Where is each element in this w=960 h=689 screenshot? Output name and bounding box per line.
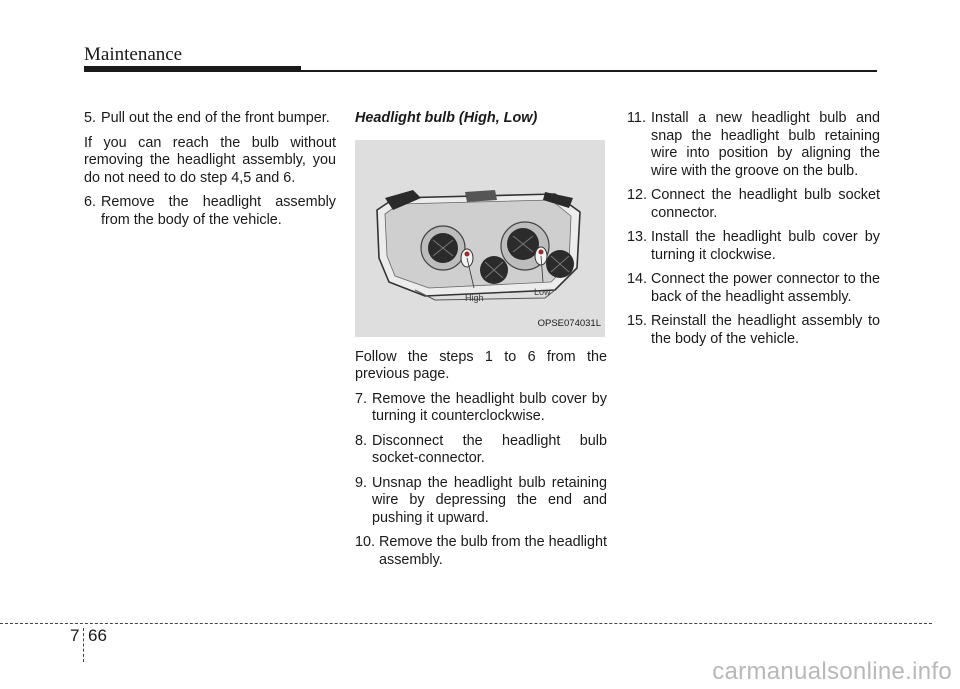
column-1 xyxy=(84,110,336,236)
watermark: carmanualsonline.info xyxy=(712,658,952,685)
step-13 xyxy=(627,229,880,264)
step-text: Unsnap the headlight bulb retaining wire by depressing the end and pushing it upward. xyxy=(372,474,607,526)
subheading: Headlight bulb (High, Low) xyxy=(355,110,538,126)
step-text: Reinstall the headlight assembly to the body of the vehicle. xyxy=(651,313,880,347)
step-number: 11. xyxy=(627,110,646,126)
note-paragraph: If you can reach the bulb without removing the headlight assembly, you do not need to do step 4,5 and 6. xyxy=(84,134,336,186)
step-text: Remove the headlight bulb cover by turning it counterclockwise. xyxy=(372,390,607,424)
label-high: High xyxy=(465,292,484,303)
step-number: 13. xyxy=(627,229,648,245)
step-10 xyxy=(355,534,607,569)
step-text: Connect the headlight bulb socket connector. xyxy=(651,187,880,221)
step-number: 8. xyxy=(355,432,368,449)
step-14 xyxy=(627,271,880,306)
column-3 xyxy=(627,110,880,355)
step-5 xyxy=(84,110,336,128)
chapter-number: 7 xyxy=(70,626,80,645)
step-number: 10. xyxy=(355,534,376,550)
step-12 xyxy=(627,187,880,222)
intro-paragraph: Follow the steps 1 to 6 from the previous page. xyxy=(355,348,607,382)
page-number: 66 xyxy=(88,626,107,645)
step-8 xyxy=(355,433,607,468)
step-number: 15. xyxy=(627,313,648,329)
header-rule-thick xyxy=(84,66,301,72)
step-11 xyxy=(627,110,880,180)
step-15 xyxy=(627,313,880,348)
step-text: Remove the bulb from the headlight assembly. xyxy=(379,534,607,568)
step-9 xyxy=(355,475,607,528)
step-6 xyxy=(84,194,336,229)
footer-divider xyxy=(0,623,932,624)
header-rule-thin xyxy=(300,70,877,72)
step-number: 7. xyxy=(355,390,368,407)
headlight-figure xyxy=(355,140,605,337)
label-low: Low xyxy=(534,286,551,297)
step-number: 9. xyxy=(355,474,368,491)
step-number: 6. xyxy=(84,194,97,210)
step-number: 12. xyxy=(627,187,648,203)
section-title: Maintenance xyxy=(84,44,183,65)
step-text: Pull out the end of the front bumper. xyxy=(101,110,330,126)
step-number: 5. xyxy=(84,110,97,126)
column-2 xyxy=(355,110,607,576)
page-number-divider xyxy=(83,628,84,662)
step-text: Install the headlight bulb cover by turning it clockwise. xyxy=(651,229,880,263)
step-text: Install a new headlight bulb and snap the headlight bulb retaining wire into position by aligning the wire with the groove on the bulb. xyxy=(651,110,880,179)
step-number: 14. xyxy=(627,271,648,287)
step-7 xyxy=(355,391,607,426)
step-text: Disconnect the headlight bulb socket-connector. xyxy=(372,432,607,466)
step-text: Connect the power connector to the back of the headlight assembly. xyxy=(651,271,880,305)
step-text: Remove the headlight assembly from the body of the vehicle. xyxy=(101,194,336,228)
figure-code: OPSE074031L xyxy=(537,318,601,329)
